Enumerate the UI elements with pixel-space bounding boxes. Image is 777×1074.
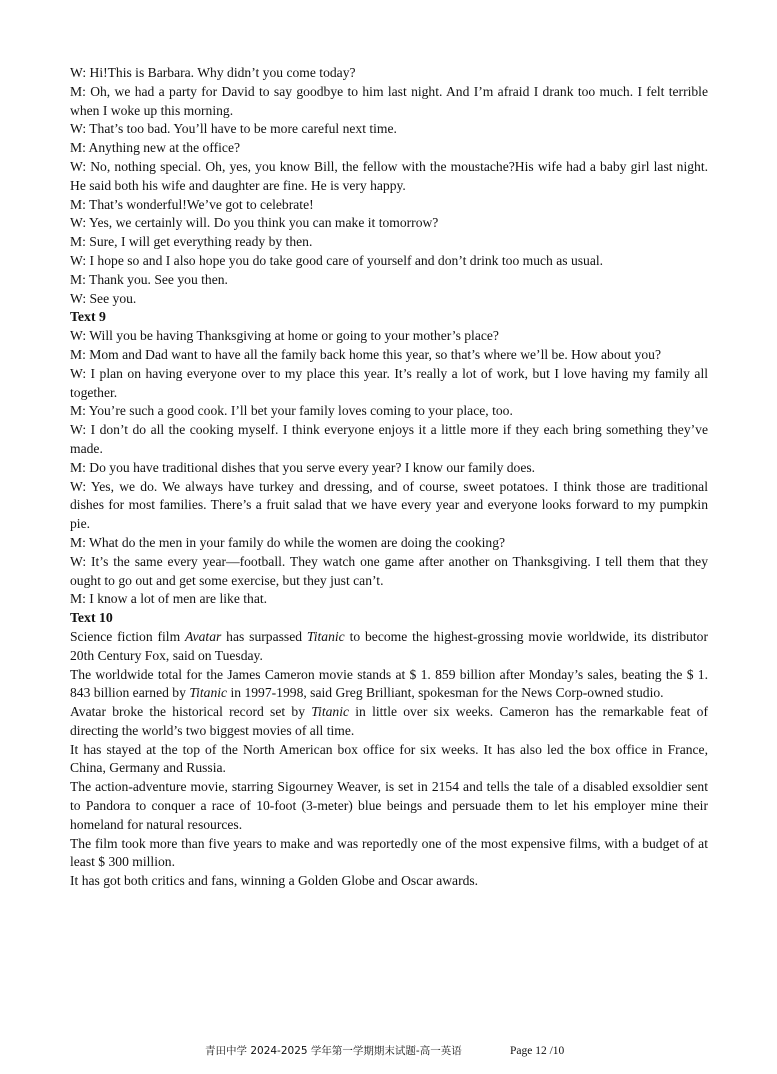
paragraph-text: The worldwide total for the James Cameron movie stands at $ 1. 859 billion after Monday’s sales, beating the $ 1. 843 billion earned by: [70, 666, 708, 701]
dialogue-line: W: Yes, we do. We always have turkey and dressing, and of course, sweet potatoes. I think those are traditional dishes for most families. There’s a fruit salad that we have every year and everyone looks forward to my pumpkin pie.: [70, 478, 708, 532]
film-title-titanic: Titanic: [311, 704, 350, 720]
section-heading-text-10: Text 10: [70, 610, 113, 626]
dialogue-line: W: Hi!This is Barbara. Why didn’t you come today?: [70, 65, 356, 80]
paragraph-text: to become the highest-grossing movie worldwide, its distributor 20th Century Fox, said on Tuesday.: [70, 628, 709, 663]
article-paragraph: [70, 703, 708, 741]
paragraph-text: in little over six weeks. Cameron has the remarkable feat of directing the world’s two biggest movies of all time.: [70, 704, 708, 738]
dialogue-line: M: Anything new at the office?: [70, 140, 241, 156]
dialogue-line: M: Mom and Dad want to have all the family back home this year, so that’s where we’ll be. How about you?: [70, 346, 662, 362]
dialogue-line: W: I don’t do all the cooking myself. I think everyone enjoys it a little more if they each bring something they’ve made.: [70, 422, 708, 456]
dialogue-line: M: You’re such a good cook. I’ll bet your family loves coming to your place, too.: [70, 403, 513, 419]
dialogue-line: M: Sure, I will get everything ready by then.: [70, 234, 313, 250]
page-content: [70, 64, 708, 891]
dialogue-line: W: That’s too bad. You’ll have to be more careful next time.: [70, 121, 397, 137]
dialogue-line: M: Oh, we had a party for David to say goodbye to him last night. And I’m afraid I drank too much. I felt terrible when I woke up this morning.: [70, 83, 708, 118]
section-heading-text-9: Text 9: [70, 309, 106, 325]
dialogue-line: W: Yes, we certainly will. Do you think you can make it tomorrow?: [70, 215, 439, 231]
article-paragraph: [70, 628, 708, 666]
dialogue-line: W: I plan on having everyone over to my place this year. It’s really a lot of work, but I love having my family all together.: [70, 365, 708, 400]
dialogue-line: M: Do you have traditional dishes that you serve every year? I know our family does.: [70, 459, 536, 475]
dialogue-line: M: What do the men in your family do while the women are doing the cooking?: [70, 534, 506, 550]
film-title-avatar: Avatar: [185, 628, 222, 644]
paragraph-text: in 1997-1998, said Greg Brilliant, spokesman for the News Corp-owned studio.: [227, 685, 664, 701]
article-paragraph: The action-adventure movie, starring Sigourney Weaver, is set in 2154 and tells the tale of a disabled exsoldier sent to Pandora to conquer a race of 10-foot (3-meter) blue beings and persuade them to let his employer mine their homeland for natural resources.: [70, 779, 708, 832]
dialogue-line: W: It’s the same every year—football. They watch one game after another on Thanksgiving. I tell them that they ought to go out and get some exercise, but they just can’t.: [70, 553, 708, 588]
article-paragraph: It has stayed at the top of the North American box office for six weeks. It has also led the box office in France, China, Germany and Russia.: [70, 741, 708, 776]
dialogue-line: W: Will you be having Thanksgiving at home or going to your mother’s place?: [70, 328, 499, 344]
film-title-titanic: Titanic: [189, 685, 228, 701]
paragraph-text: Science fiction film: [70, 628, 186, 644]
dialogue-line: W: I hope so and I also hope you do take good care of yourself and don’t drink too much as usual.: [70, 252, 604, 268]
paragraph-text: has surpassed: [221, 628, 307, 644]
footer-exam-title: 青田中学 2024-2025 学年第一学期期末试题-高一英语: [205, 1045, 462, 1057]
footer-page-number: Page 12 /10: [510, 1045, 565, 1057]
article-paragraph: It has got both critics and fans, winning a Golden Globe and Oscar awards.: [70, 873, 479, 889]
dialogue-line: W: No, nothing special. Oh, yes, you know Bill, the fellow with the moustache?His wife had a baby girl last night. He said both his wife and daughter are fine. He is very happy.: [70, 158, 708, 193]
dialogue-line: M: Thank you. See you then.: [70, 271, 228, 287]
dialogue-line: W: See you.: [70, 290, 137, 306]
film-title-titanic: Titanic: [306, 628, 345, 644]
dialogue-line: M: I know a lot of men are like that.: [70, 591, 268, 607]
paragraph-text: Avatar broke the historical record set by: [70, 704, 312, 720]
article-paragraph: [70, 666, 708, 704]
article-paragraph: The film took more than five years to make and was reportedly one of the most expensive films, with a budget of at least $ 300 million.: [70, 835, 708, 870]
dialogue-line: M: That’s wonderful!We’ve got to celebrate!: [70, 196, 314, 212]
